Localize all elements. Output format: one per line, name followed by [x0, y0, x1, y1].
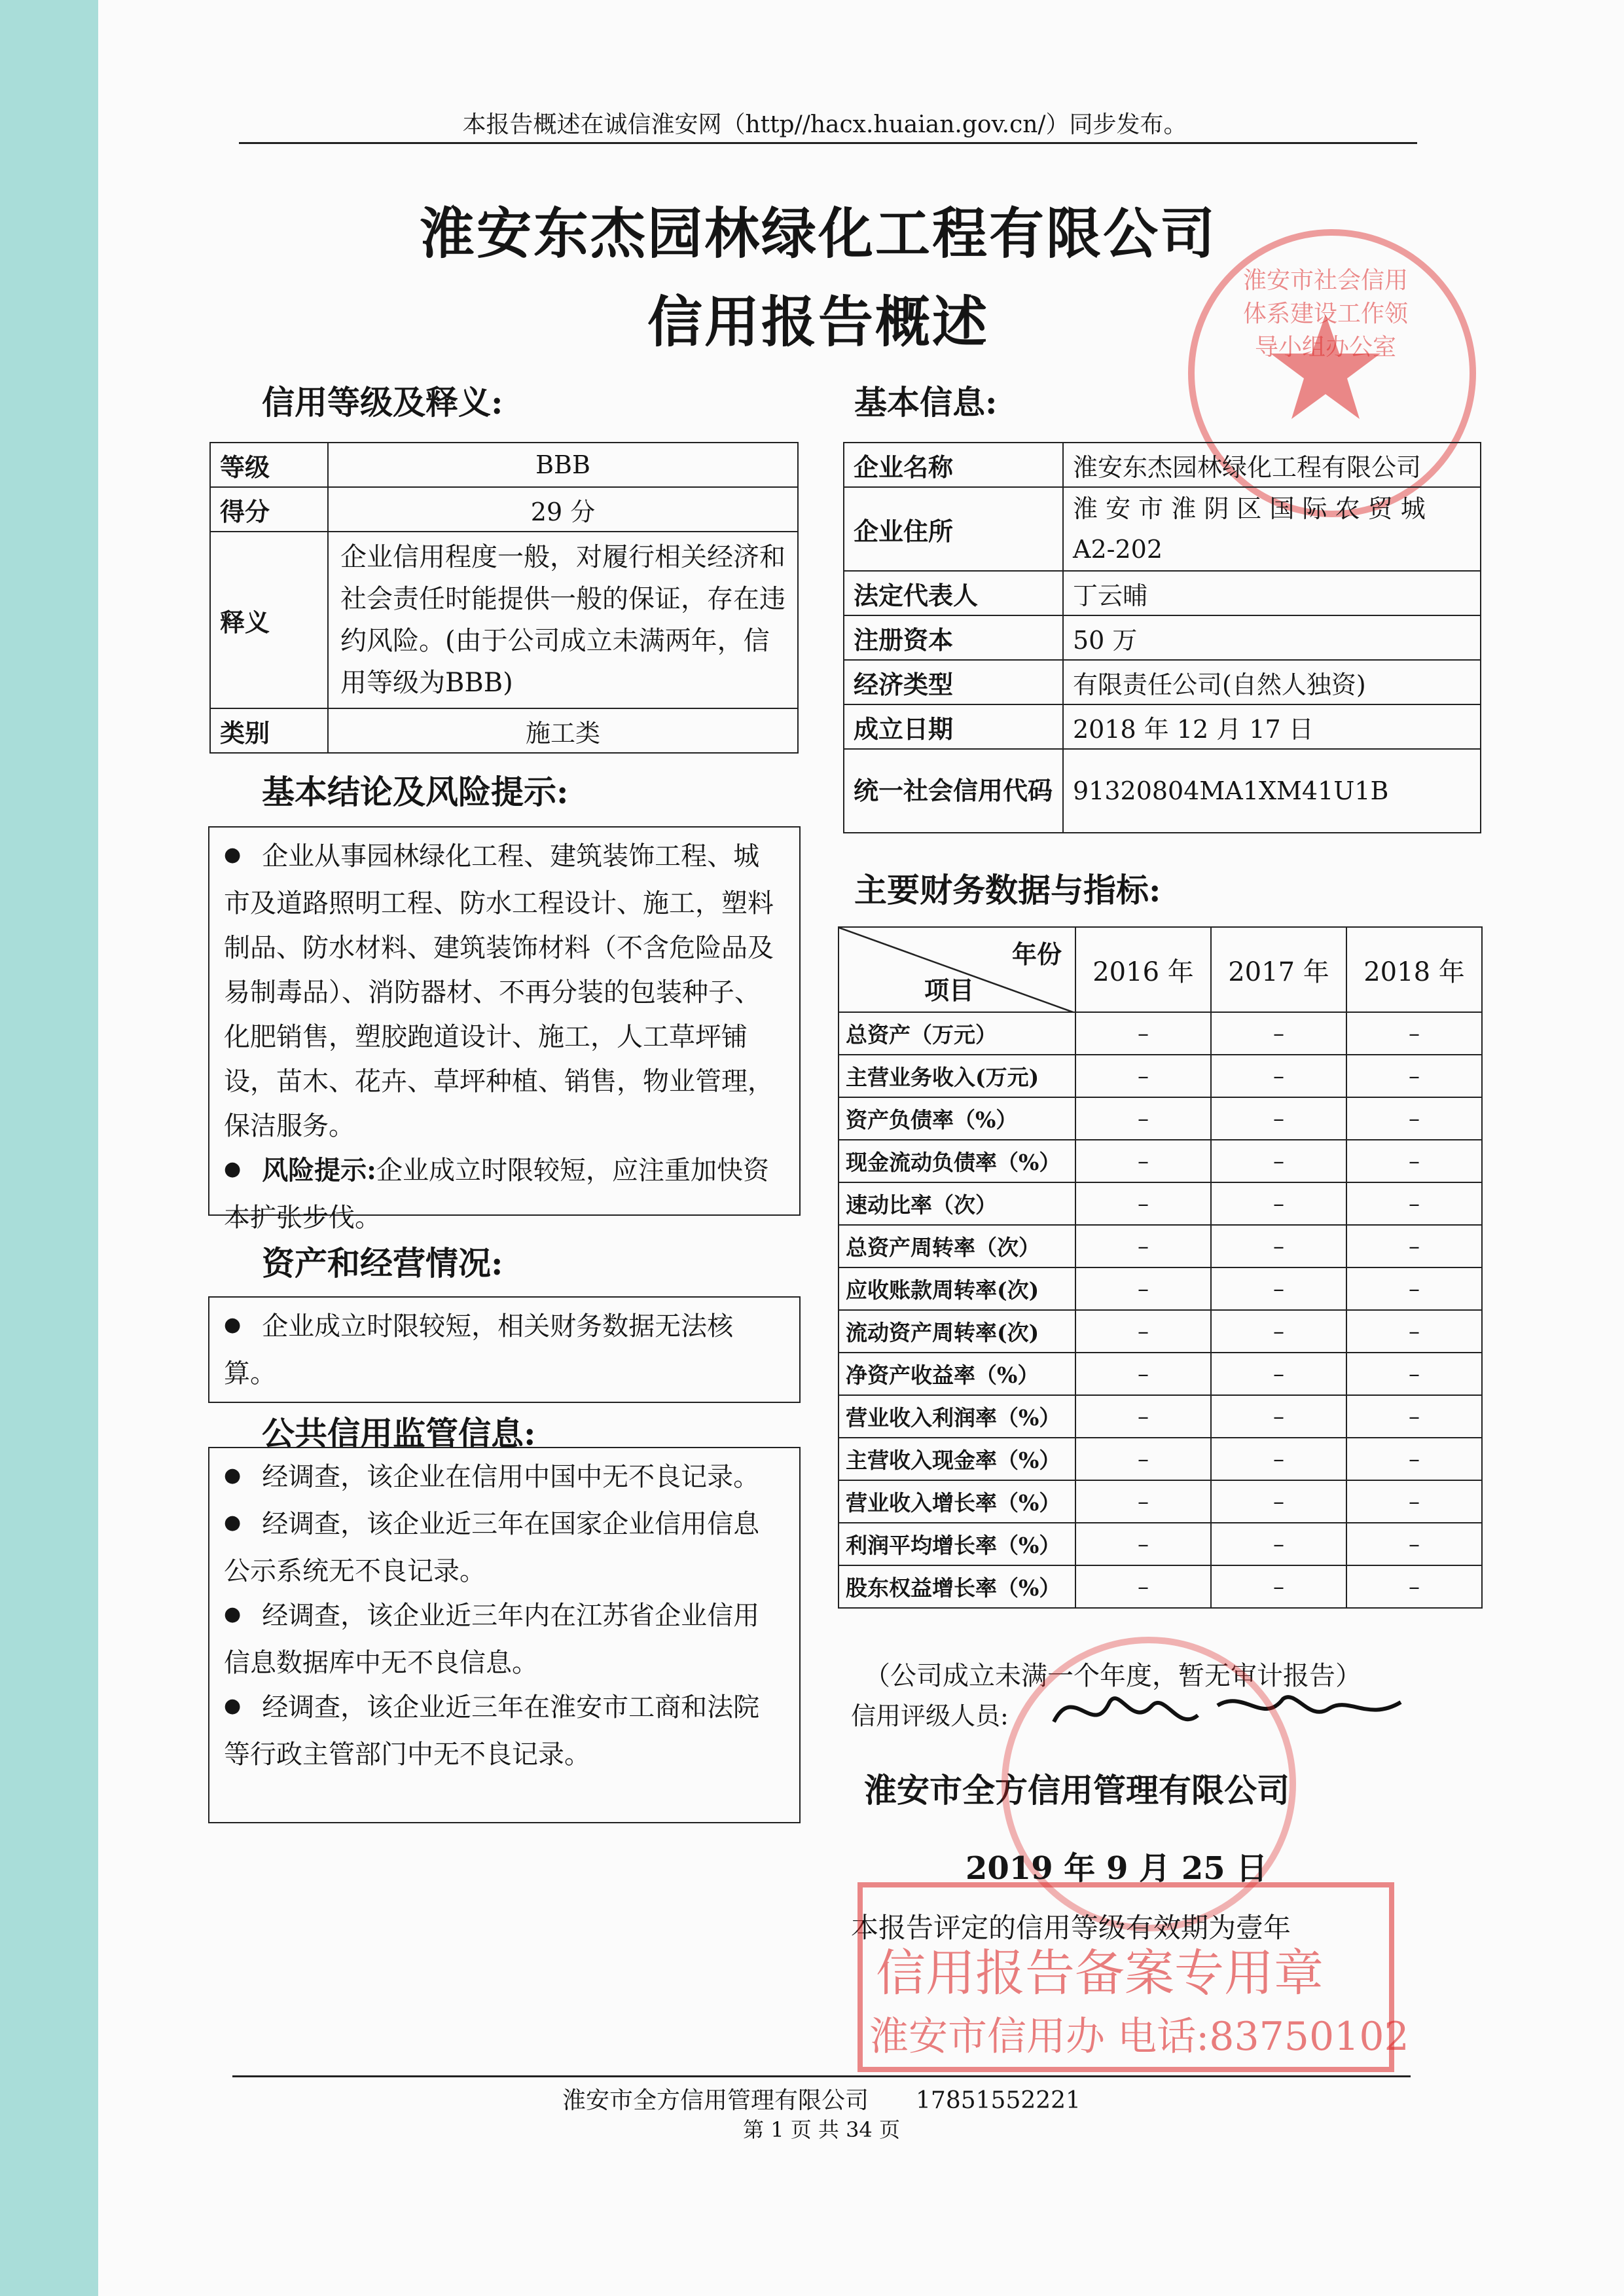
finance-year-col: 2016 年 [1075, 927, 1211, 1012]
finance-row [839, 1225, 1482, 1267]
finance-value: – [1075, 1140, 1211, 1182]
finance-item: 速动比率（次） [839, 1182, 1075, 1225]
finance-row [839, 1353, 1482, 1395]
finance-row [839, 1438, 1482, 1480]
finance-row [839, 1523, 1482, 1565]
finance-value: – [1346, 1438, 1482, 1480]
basic-value: 50 万 [1063, 615, 1481, 660]
finance-row [839, 1565, 1482, 1608]
finance-value: – [1211, 1055, 1346, 1097]
finance-item-label: 项目 [924, 975, 975, 1005]
conclusion-box [208, 826, 801, 1233]
supervision-item [224, 1685, 785, 1777]
assets-box [208, 1296, 801, 1403]
finance-row [839, 1182, 1482, 1225]
finance-note: （公司成立未满一个年度，暂无审计报告） [864, 1661, 1362, 1691]
seal-text-top: 淮安市社会信用体系建设工作领导小组办公室 [1242, 267, 1408, 361]
finance-value: – [1075, 1395, 1211, 1438]
footer-rule [232, 2075, 1411, 2077]
finance-value: – [1075, 1523, 1211, 1565]
rating-desc-row [210, 532, 798, 708]
finance-value: – [1211, 1140, 1346, 1182]
finance-value: – [1075, 1225, 1211, 1267]
publish-note: 本报告概述在诚信淮安网（http//hacx.huaian.gov.cn/）同步发布。 [462, 111, 1187, 138]
finance-item: 主营业务收入(万元) [839, 1055, 1075, 1097]
finance-value: – [1211, 1267, 1346, 1310]
finance-item: 营业收入增长率（%） [839, 1480, 1075, 1523]
finance-value: – [1075, 1012, 1211, 1055]
footer-page: 第 1 页 共 34 页 [743, 2117, 900, 2142]
basic-value: 2018 年 12 月 17 日 [1063, 704, 1481, 749]
finance-value: – [1346, 1353, 1482, 1395]
basic-row [844, 704, 1481, 749]
finance-heading: 主要财务数据与指标: [854, 871, 1161, 909]
finance-value: – [1346, 1182, 1482, 1225]
finance-item: 现金流动负债率（%） [839, 1140, 1075, 1182]
basic-label: 法定代表人 [844, 571, 1063, 615]
finance-value: – [1346, 1267, 1482, 1310]
bullet-icon: ● [224, 1694, 242, 1717]
finance-header-row [839, 927, 1482, 1012]
finance-table [838, 926, 1483, 1609]
rating-desc-value: 企业信用程度一般，对履行相关经济和社会责任时能提供一般的保证，存在违约风险。(由于公司成立未满两年，信用等级为BBB) [328, 532, 798, 708]
risk-text: 企业成立时限较短，应注重加快资本扩张步伐。 [224, 1156, 769, 1233]
finance-value: – [1346, 1480, 1482, 1523]
finance-value: – [1075, 1480, 1211, 1523]
bullet-icon: ● [224, 843, 242, 866]
assets-item [224, 1304, 785, 1396]
basic-value: 淮 安 市 淮 阴 区 国 际 农 贸 城 A2-202 [1063, 487, 1481, 571]
basic-label: 经济类型 [844, 660, 1063, 704]
finance-value: – [1075, 1353, 1211, 1395]
finance-value: – [1346, 1523, 1482, 1565]
finance-item: 应收账款周转率(次) [839, 1267, 1075, 1310]
risk-label: 风险提示: [262, 1155, 376, 1186]
basic-value: 91320804MA1XM41U1B [1063, 749, 1481, 833]
header-rule [239, 142, 1417, 144]
finance-value: – [1075, 1267, 1211, 1310]
binding-strip [0, 0, 98, 2296]
rating-grade-row [210, 443, 798, 487]
finance-value: – [1211, 1225, 1346, 1267]
finance-item: 总资产周转率（次） [839, 1225, 1075, 1267]
finance-value: – [1346, 1097, 1482, 1140]
supervision-item [224, 1455, 785, 1502]
rating-score-value: 29 分 [328, 487, 798, 532]
report-date: 2019 年 9 月 25 日 [965, 1850, 1268, 1887]
basic-table [843, 442, 1481, 833]
finance-year-col: 2017 年 [1211, 927, 1346, 1012]
basic-label: 注册资本 [844, 615, 1063, 660]
finance-value: – [1211, 1182, 1346, 1225]
finance-value: – [1346, 1012, 1482, 1055]
basic-row [844, 443, 1481, 487]
finance-row [839, 1267, 1482, 1310]
finance-value: – [1211, 1395, 1346, 1438]
finance-value: – [1211, 1480, 1346, 1523]
finance-value: – [1075, 1438, 1211, 1480]
basic-value: 淮安东杰园林绿化工程有限公司 [1063, 443, 1481, 487]
finance-row [839, 1012, 1482, 1055]
footer-company: 淮安市全方信用管理有限公司 17851552221 [562, 2087, 1081, 2114]
rating-table [209, 442, 799, 754]
basic-label: 企业名称 [844, 443, 1063, 487]
basic-row [844, 571, 1481, 615]
basic-label: 企业住所 [844, 487, 1063, 571]
supervision-text: 经调查，该企业在信用中国中无不良记录。 [262, 1462, 760, 1492]
supervision-text: 经调查，该企业近三年在国家企业信用信息公示系统无不良记录。 [224, 1509, 760, 1586]
supervision-heading: 公共信用监管信息: [262, 1414, 536, 1453]
finance-corner-cell [839, 927, 1075, 1012]
basic-row [844, 615, 1481, 660]
rating-category-value: 施工类 [328, 708, 798, 753]
finance-item: 利润平均增长率（%） [839, 1523, 1075, 1565]
filing-seal [857, 1882, 1409, 2072]
finance-item: 流动资产周转率(次) [839, 1310, 1075, 1353]
finance-value: – [1211, 1353, 1346, 1395]
finance-value: – [1211, 1565, 1346, 1608]
rating-category-label: 类别 [210, 708, 328, 753]
basic-heading: 基本信息: [854, 383, 998, 422]
basic-value: 有限责任公司(自然人独资) [1063, 660, 1481, 704]
finance-item: 主营收入现金率（%） [839, 1438, 1075, 1480]
finance-value: – [1346, 1310, 1482, 1353]
supervision-box [208, 1447, 801, 1823]
finance-year-col: 2018 年 [1346, 927, 1482, 1012]
finance-value: – [1346, 1565, 1482, 1608]
finance-value: – [1211, 1523, 1346, 1565]
finance-row [839, 1055, 1482, 1097]
finance-value: – [1075, 1310, 1211, 1353]
rating-score-label: 得分 [210, 487, 328, 532]
supervision-item [224, 1502, 785, 1594]
finance-value: – [1075, 1565, 1211, 1608]
rating-desc-label: 释义 [210, 532, 328, 708]
finance-value: – [1075, 1097, 1211, 1140]
rater-label: 信用评级人员: [851, 1702, 1009, 1730]
bullet-icon: ● [224, 1511, 242, 1534]
finance-row [839, 1140, 1482, 1182]
bullet-icon: ● [224, 1464, 242, 1487]
finance-item: 股东权益增长率（%） [839, 1565, 1075, 1608]
risk-item [224, 1148, 785, 1240]
bullet-icon: ● [224, 1313, 242, 1336]
finance-row [839, 1310, 1482, 1353]
filing-seal-phone: 淮安市信用办 电话:83750102 [869, 2014, 1409, 2060]
finance-item: 净资产收益率（%） [839, 1353, 1075, 1395]
finance-row [839, 1097, 1482, 1140]
finance-value: – [1211, 1310, 1346, 1353]
finance-value: – [1075, 1182, 1211, 1225]
rating-heading: 信用等级及释义: [262, 383, 503, 422]
bullet-icon: ● [224, 1603, 242, 1626]
finance-body [839, 1012, 1482, 1608]
basic-row [844, 487, 1481, 571]
finance-value: – [1211, 1097, 1346, 1140]
finance-item: 总资产（万元） [839, 1012, 1075, 1055]
finance-item: 资产负债率（%） [839, 1097, 1075, 1140]
finance-year-label: 年份 [1011, 939, 1062, 969]
rating-score-row [210, 487, 798, 532]
finance-value: – [1075, 1055, 1211, 1097]
bullet-icon: ● [224, 1157, 242, 1180]
company-title: 淮安东杰园林绿化工程有限公司 [419, 201, 1217, 266]
supervision-text: 经调查，该企业近三年在淮安市工商和法院等行政主管部门中无不良记录。 [224, 1692, 760, 1770]
finance-row [839, 1480, 1482, 1523]
rating-grade-value: BBB [328, 443, 798, 487]
basic-label: 成立日期 [844, 704, 1063, 749]
assets-heading: 资产和经营情况: [262, 1244, 503, 1283]
filing-seal-title: 信用报告备案专用章 [876, 1944, 1324, 2002]
basic-value: 丁云晡 [1063, 571, 1481, 615]
finance-value: – [1211, 1438, 1346, 1480]
supervision-item [224, 1594, 785, 1685]
finance-value: – [1346, 1395, 1482, 1438]
basic-row [844, 660, 1481, 704]
rating-company: 淮安市全方信用管理有限公司 [864, 1771, 1290, 1810]
report-title: 信用报告概述 [647, 289, 989, 354]
finance-value: – [1346, 1140, 1482, 1182]
conclusion-item [224, 834, 785, 1148]
validity-note: 本报告评定的信用等级有效期为壹年 [851, 1912, 1291, 1944]
conclusion-heading: 基本结论及风险提示: [262, 773, 569, 811]
finance-value: – [1346, 1055, 1482, 1097]
basic-label: 统一社会信用代码 [844, 749, 1063, 833]
finance-value: – [1346, 1225, 1482, 1267]
assets-text: 企业成立时限较短，相关财务数据无法核算。 [224, 1311, 734, 1389]
finance-item: 营业收入利润率（%） [839, 1395, 1075, 1438]
finance-value: – [1211, 1012, 1346, 1055]
basic-row [844, 749, 1481, 833]
rating-category-row [210, 708, 798, 753]
finance-row [839, 1395, 1482, 1438]
rating-grade-label: 等级 [210, 443, 328, 487]
conclusion-text: 企业从事园林绿化工程、建筑装饰工程、城市及道路照明工程、防水工程设计、施工，塑料制品、防水材料、建筑装饰材料（不含危险品及易制毒品）、消防器材、不再分装的包装种子、化肥销售，塑胶跑道设计、施工，人工草坪铺设，苗木、花卉、草坪种植、销售，物业管理，保洁服务。 [224, 841, 774, 1141]
supervision-text: 经调查，该企业近三年内在江苏省企业信用信息数据库中无不良信息。 [224, 1601, 760, 1678]
